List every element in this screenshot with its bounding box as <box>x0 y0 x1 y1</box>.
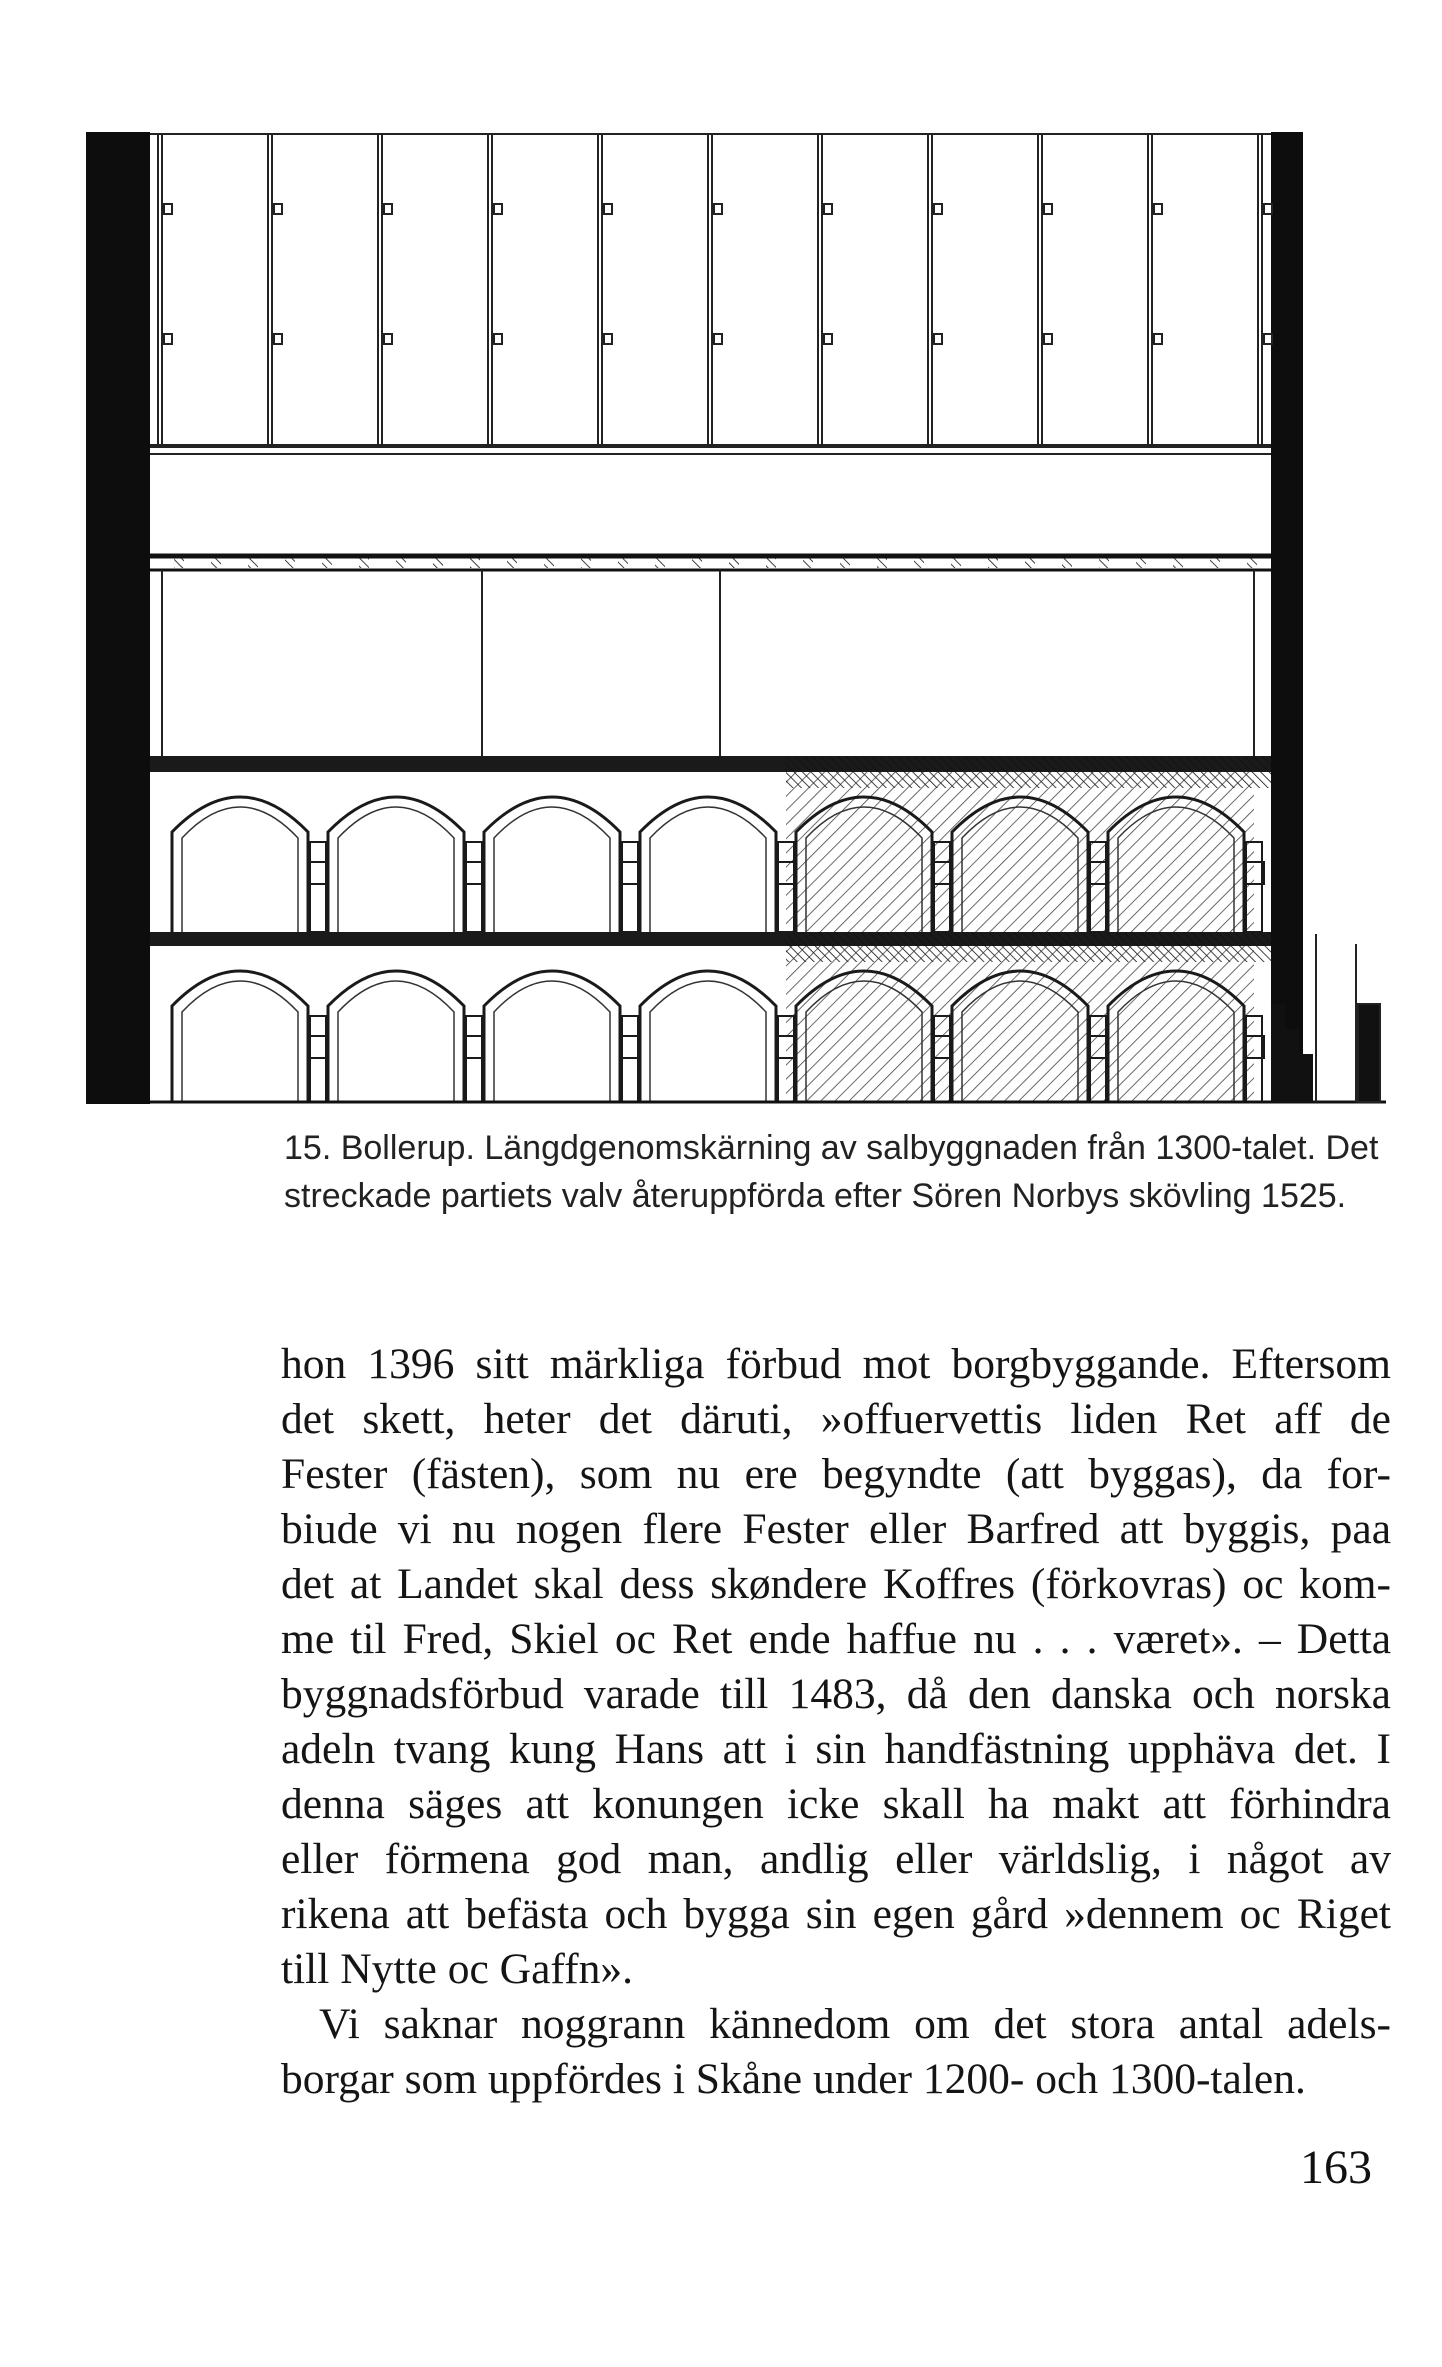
vault-bay <box>484 971 640 1102</box>
text-line: till Nytte oc Gaffn». <box>281 1945 633 1993</box>
middle-storey <box>162 570 1254 759</box>
beam-band <box>150 556 1271 570</box>
text-line: borgar som uppfördes i Skåne under 1200- och 1300-talen. <box>281 2055 1306 2103</box>
beam-block <box>877 558 887 568</box>
beam-block <box>359 558 369 568</box>
beam-block <box>174 558 184 568</box>
text-line: eller förmena god man, andlig eller världslig, i något av <box>281 1835 1391 1883</box>
beam-block <box>729 558 739 568</box>
beam-block <box>840 558 850 568</box>
text-line: det skett, heter det däruti, »offuervettis liden Ret aff de <box>281 1395 1391 1443</box>
vault-bay <box>172 971 328 1102</box>
beam-block <box>1136 558 1146 568</box>
vault-bay <box>328 797 484 932</box>
rebuilt-vault-bay <box>786 772 952 932</box>
figure-caption <box>284 1124 1394 1220</box>
beam-block <box>766 558 776 568</box>
text-line: biude vi nu nogen flere Fester eller Barfred att byggis, paa <box>281 1505 1391 1553</box>
beam-block <box>1062 558 1072 568</box>
right-annex <box>1316 934 1380 1102</box>
text-line: adeln tvang kung Hans att i sin handfästning upphäva det. I <box>281 1725 1391 1773</box>
vault-bay <box>328 971 484 1102</box>
text-line: byggnadsförbud varade till 1483, då den danska och norska <box>281 1670 1391 1718</box>
beam-block <box>322 558 332 568</box>
beam-block <box>692 558 702 568</box>
rebuilt-vault-bay <box>1098 772 1264 932</box>
beam-block <box>988 558 998 568</box>
vault-bay <box>172 797 328 932</box>
upper-posts <box>158 134 1272 446</box>
text-line: Fester (fästen), som nu ere begyndte (att byggas), da for- <box>281 1450 1391 1498</box>
left-wall <box>86 132 150 1104</box>
page-number: 163 <box>1300 2141 1372 2194</box>
text-line: det at Landet skal dess skøndere Koffres (förkovras) oc kom- <box>281 1560 1391 1608</box>
beam-block <box>433 558 443 568</box>
beam-block <box>1210 558 1220 568</box>
rebuilt-vault-bay <box>786 946 952 1102</box>
text-line: me til Fred, Skiel oc Ret ende haffue nu . . . været». – Detta <box>281 1615 1391 1663</box>
caption-line: streckade partiets valv återuppförda efter Sören Norbys skövling 1525. <box>284 1177 1347 1215</box>
beam-block <box>285 558 295 568</box>
beam-block <box>248 558 258 568</box>
beam-block <box>507 558 517 568</box>
beam-block <box>914 558 924 568</box>
upper-timber-wall <box>150 134 1271 454</box>
beam-block <box>396 558 406 568</box>
text-line: hon 1396 sitt märkliga förbud mot borgbyggande. Eftersom <box>281 1340 1391 1388</box>
beam-block <box>211 558 221 568</box>
vault-bay <box>484 797 640 932</box>
text-line: rikena att befästa och bygga sin egen gård »dennem oc Riget <box>281 1890 1391 1938</box>
text-line: denna säges att konungen icke skall ha makt att förhindra <box>281 1780 1391 1828</box>
beam-block <box>1099 558 1109 568</box>
rebuilt-vault-bay <box>942 772 1108 932</box>
rebuilt-vault-bay <box>942 946 1108 1102</box>
vault-bay <box>640 797 796 932</box>
beam-block <box>581 558 591 568</box>
text-line: Vi saknar noggrann kännedom om det stora antal adels- <box>319 2000 1391 2048</box>
beam-block <box>1247 558 1257 568</box>
body-text <box>281 1337 1391 2107</box>
beam-block <box>951 558 961 568</box>
beam-block <box>1025 558 1035 568</box>
vault-bay <box>640 971 796 1102</box>
beam-block <box>655 558 665 568</box>
rebuilt-vault-bay <box>1098 946 1264 1102</box>
caption-line: 15. Bollerup. Längdgenomskärning av salbyggnaden från 1300-talet. Det <box>284 1129 1379 1167</box>
beam-block <box>544 558 554 568</box>
beam-block <box>1173 558 1183 568</box>
right-wall <box>1271 132 1303 1062</box>
lower-vault-row <box>172 946 1264 1102</box>
longitudinal-section-drawing <box>86 124 1386 1104</box>
upper-vault-row <box>172 772 1264 932</box>
beam-block <box>803 558 813 568</box>
beam-block <box>470 558 480 568</box>
beam-block <box>618 558 628 568</box>
